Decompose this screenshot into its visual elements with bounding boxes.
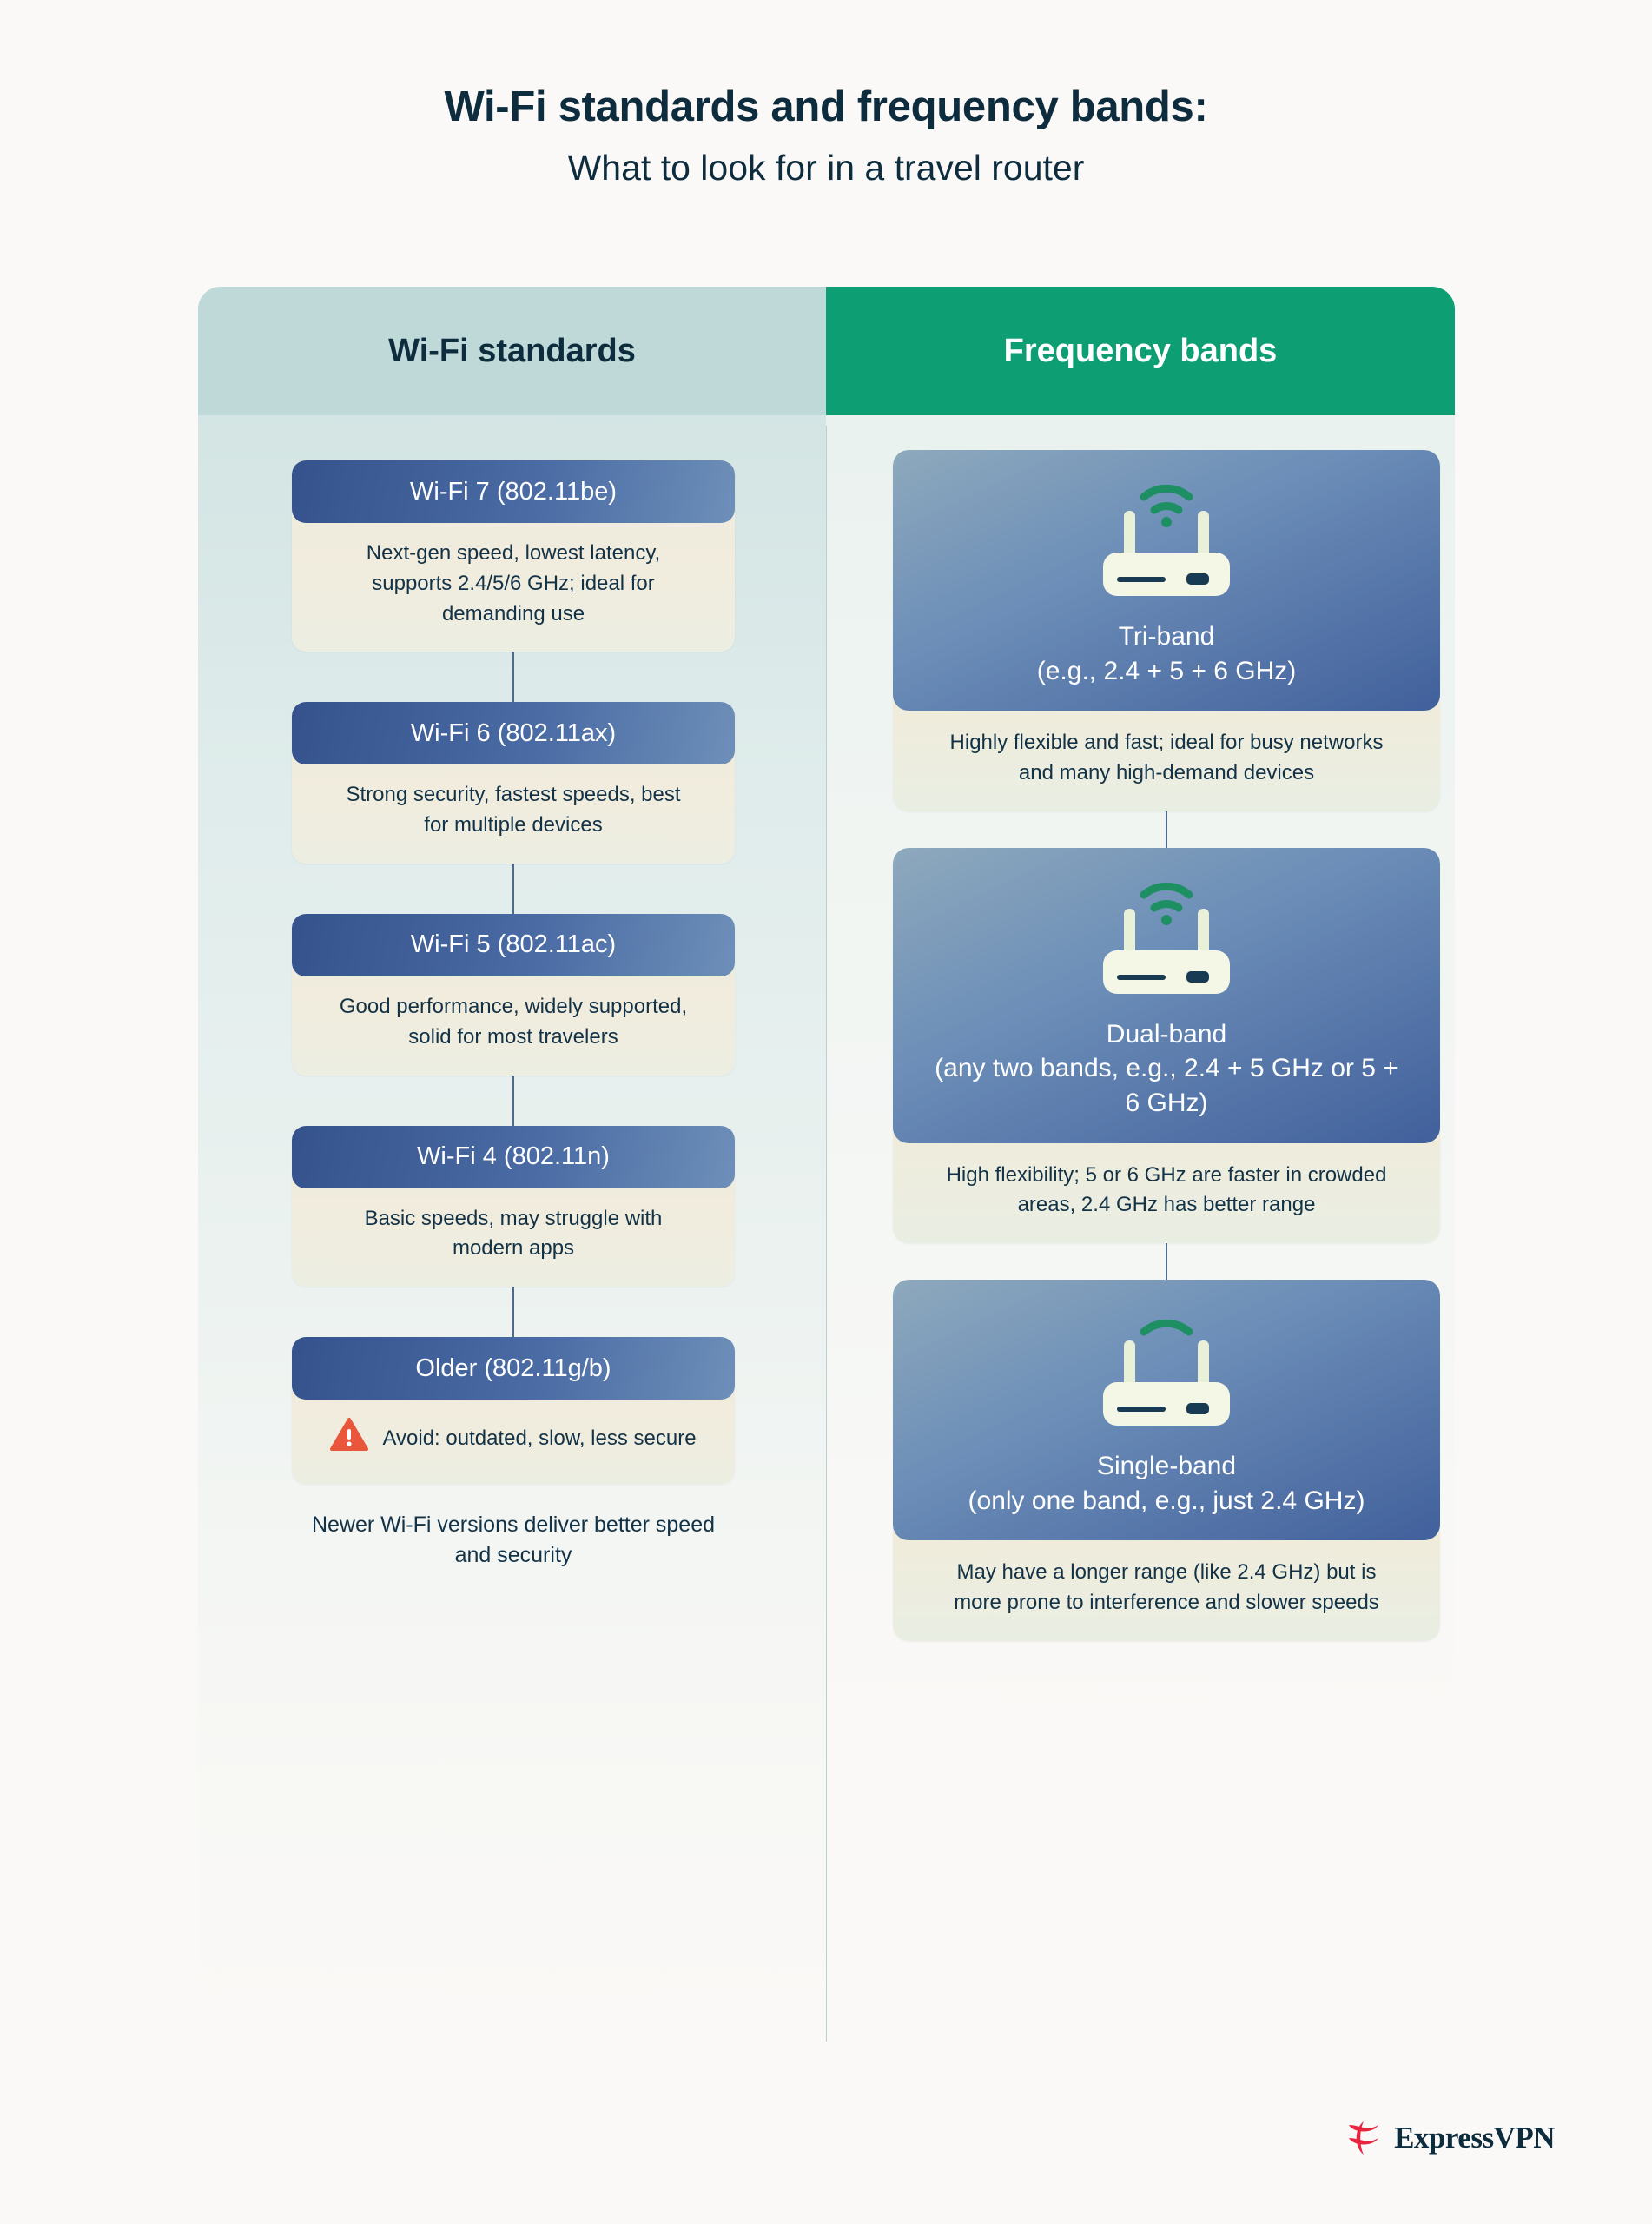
list-item xyxy=(893,1280,1440,1641)
standard-name: Wi-Fi 4 (802.11n) xyxy=(292,1126,735,1188)
list-item xyxy=(893,450,1440,811)
list-item xyxy=(292,702,735,864)
standards-footnote: Newer Wi-Fi versions deliver better speed and security xyxy=(311,1512,716,1567)
list-item xyxy=(292,1126,735,1287)
band-title: Dual-band (any two bands, e.g., 2.4 + 5 GHz or 5 + 6 GHz) xyxy=(935,1019,1398,1117)
standard-description-warning xyxy=(292,1400,735,1484)
router-icon xyxy=(1041,459,1292,619)
router-icon xyxy=(1041,1288,1292,1449)
standard-description: Next-gen speed, lowest latency, supports 2.4/5/6 GHz; ideal for demanding use xyxy=(366,541,661,626)
connector-line xyxy=(512,1076,514,1126)
standard-description: Basic speeds, may struggle with modern apps xyxy=(364,1206,663,1261)
standard-description-text: Avoid: outdated, slow, less secure xyxy=(382,1426,697,1451)
page-title xyxy=(0,83,1652,190)
list-item xyxy=(292,1337,735,1484)
band-description: Highly flexible and fast; ideal for busy networks and many high-demand devices xyxy=(949,731,1384,784)
connector-line xyxy=(512,652,514,702)
title-subtitle: What to look for in a travel router xyxy=(567,148,1085,189)
band-header xyxy=(893,848,1440,1143)
list-item xyxy=(893,848,1440,1243)
panel-divider xyxy=(826,426,827,2042)
connector-line xyxy=(1166,1243,1167,1280)
heading-frequency-bands: Frequency bands xyxy=(826,287,1455,415)
expressvpn-mark-icon xyxy=(1344,2120,1384,2156)
brand-logo xyxy=(1344,2120,1555,2156)
warning-triangle-icon xyxy=(330,1417,368,1461)
standard-description: Strong security, fastest speeds, best for multiple devices xyxy=(346,783,681,837)
band-description: May have a longer range (like 2.4 GHz) but is more prone to interference and slower speeds xyxy=(954,1560,1379,1615)
band-description: High flexibility; 5 or 6 GHz are faster in crowded areas, 2.4 GHz has better range xyxy=(946,1162,1387,1217)
router-icon xyxy=(1041,857,1292,1017)
heading-wifi-standards: Wi-Fi standards xyxy=(198,287,826,415)
standard-name: Wi-Fi 5 (802.11ac) xyxy=(292,914,735,976)
band-header xyxy=(893,450,1440,711)
list-item xyxy=(292,914,735,1076)
connector-line xyxy=(1166,811,1167,848)
band-header xyxy=(893,1280,1440,1540)
standard-name: Wi-Fi 6 (802.11ax) xyxy=(292,702,735,764)
band-title: Tri-band (e.g., 2.4 + 5 + 6 GHz) xyxy=(1036,622,1297,685)
diagram-board xyxy=(198,287,1455,1615)
standards-list xyxy=(292,460,735,1571)
standard-description: Good performance, widely supported, solid for most travelers xyxy=(339,994,688,1049)
standard-name: Older (802.11g/b) xyxy=(292,1337,735,1400)
brand-name: ExpressVPN xyxy=(1394,2121,1555,2154)
list-item xyxy=(292,460,735,652)
connector-line xyxy=(512,864,514,914)
standard-name: Wi-Fi 7 (802.11be) xyxy=(292,460,735,523)
bands-list xyxy=(893,450,1440,1641)
band-title: Single-band (only one band, e.g., just 2.4 GHz) xyxy=(968,1452,1365,1515)
title-main: Wi-Fi standards and frequency bands: xyxy=(444,83,1208,130)
connector-line xyxy=(512,1287,514,1337)
